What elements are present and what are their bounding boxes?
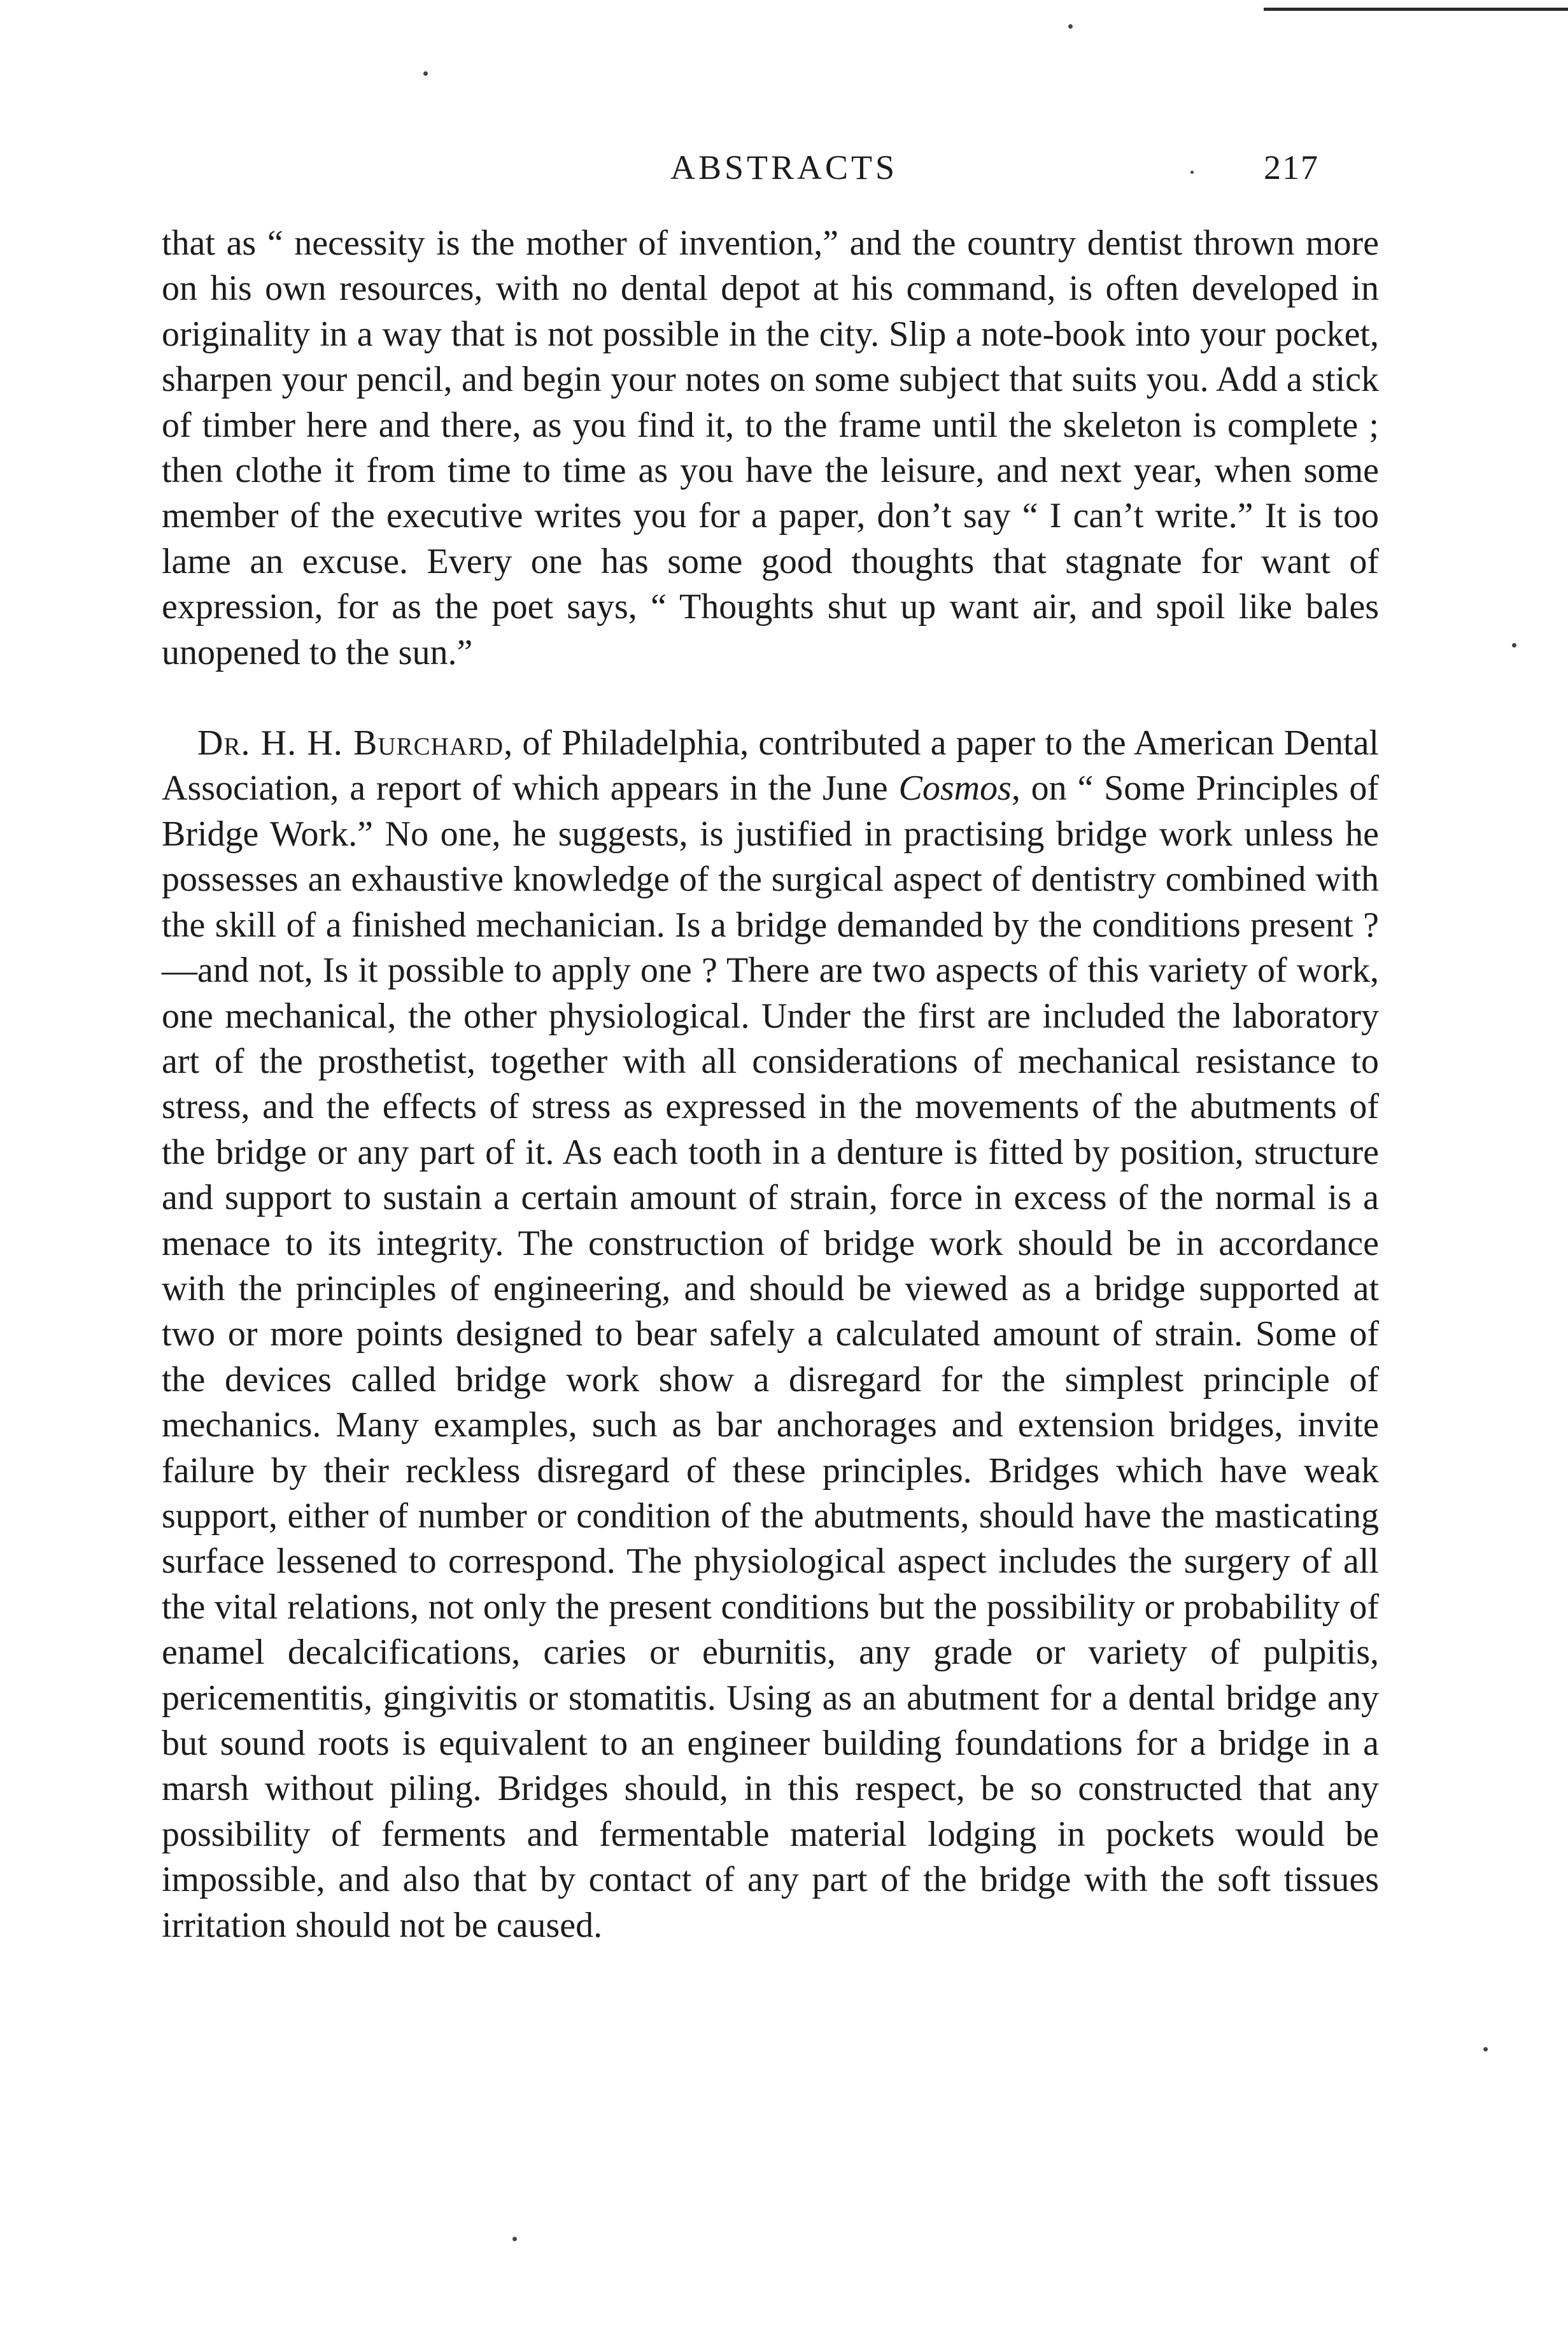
page-number: 217 bbox=[1264, 148, 1319, 187]
journal-title: Cosmos bbox=[898, 769, 1012, 809]
paragraph-burchard bbox=[162, 721, 1379, 1948]
ink-speck bbox=[1512, 643, 1516, 648]
running-head bbox=[0, 139, 1568, 196]
ink-speck bbox=[423, 71, 428, 76]
article-text bbox=[162, 221, 1379, 1948]
paragraph-lead: , of Philadelphia, contributed a paper to the American Dental Association, a report of which appears in the June bbox=[162, 723, 1379, 809]
paragraph-continued: that as “ necessity is the mother of invention,” and the country dentist thrown more on his own resources, with no dental depot at his command, is often developed in originality in a way that is not possible in the city. Slip a note-book into your pocket, sharpen your pencil, and begin your notes on some subject that suits you. Add a stick of timber here and there, as you find it, to the frame until the skeleton is complete ; then clothe it from time to time as you have the leisure, and next year, when some member of the executive writes you for a paper, don’t say “ I can’t write.” It is too lame an excuse. Every one has some good thoughts that stagnate for want of expression, for as the poet says, “ Thoughts shut up want air, and spoil like bales unopened to the sun.” bbox=[162, 223, 1379, 672]
ink-speck bbox=[1483, 2047, 1488, 2051]
top-edge-rule bbox=[1264, 8, 1568, 11]
ink-speck bbox=[512, 2237, 517, 2241]
paragraph-rest: , on “ Some Principles of Bridge Work.” No one, he suggests, is justified in practising bridge work unless he possesses an exhaustive knowledge of the surgical aspect of dentistry combined with the skill of a finished mechanician. Is a bridge demanded by the conditions present ?—and not, Is it possible to apply one ? There are two aspects of this variety of work, one mechanical, the other physiological. Under the first are included the laboratory art of the prosthetist, together with all considerations of mechanical resistance to stress, and the effects of stress as expressed in the movements of the abutments of the bridge or any part of it. As each tooth in a denture is fitted by position, structure and support to sustain a certain amount of strain, force in excess of the normal is a menace to its integrity. The construction of bridge work should be in accordance with the principles of engineering, and should be viewed as a bridge supported at two or more points designed to bear safely a calculated amount of strain. Some of the devices called bridge work show a disregard for the simplest principle of mechanics. Many examples, such as bar anchorages and extension bridges, invite failure by their reckless disregard of these principles. Bridges which have weak support, either of number or condition of the abutments, should have the masticating surface lessened to correspond. The physiological aspect includes the surgery of all the vital relations, not only the present conditions but the possibility or probability of enamel decalcifications, caries or eburnitis, any grade or variety of pulpitis, pericementitis, gingivitis or stomatitis. Using as an abutment for a dental bridge any but sound roots is equivalent to an engineer building foundations for a bridge in a marsh without piling. Bridges should, in this respect, be so constructed that any possibility of ferments and fermentable material lodging in pockets would be impossible, and also that by contact of any part of the bridge with the soft tissues irritation should not be caused. bbox=[162, 769, 1379, 1945]
ink-speck bbox=[1068, 24, 1073, 29]
running-title: ABSTRACTS bbox=[670, 148, 898, 187]
author-name: Dr. H. H. Burchard bbox=[197, 723, 504, 763]
